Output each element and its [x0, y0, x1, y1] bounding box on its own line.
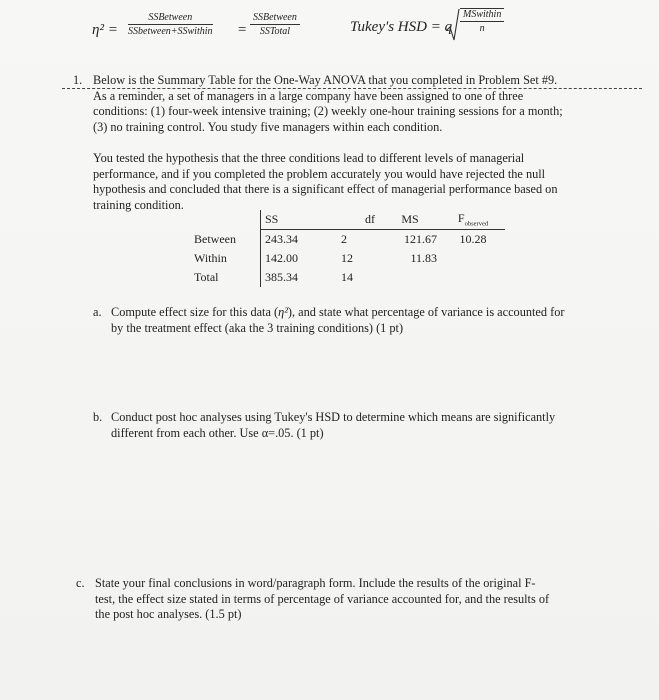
tukey-hsd-label: Tukey's HSD = q — [350, 19, 453, 35]
hypothesis-paragraph — [93, 151, 557, 213]
eta-fraction-2 — [250, 12, 300, 37]
eta-fraction-1-denominator: SSbetween+SSwithin — [128, 26, 213, 37]
intro-line: (3) no training control. You study five managers within each condition. — [93, 119, 443, 134]
row-f: 10.28 — [459, 232, 487, 246]
row-f — [441, 249, 505, 268]
intro-line: As a reminder, a set of managers in a large company have been assigned to one of three — [93, 88, 524, 103]
part-c-line2: test, the effect size stated in terms of percentage of variance accounted for, and the results of — [95, 591, 550, 606]
row-ss: 243.34 — [261, 230, 332, 250]
part-b-letter: b. — [93, 410, 103, 424]
part-b-line1: Conduct post hoc analyses using Tukey's HSD to determine which means are significantly — [111, 410, 556, 424]
row-df: 2 — [341, 232, 347, 246]
part-c-line1: State your final conclusions in word/paragraph form. Include the results of the original F- — [95, 576, 536, 590]
tukey-fraction — [460, 8, 504, 34]
part-a-line1-pre: Compute effect size for this data ( — [111, 305, 279, 319]
anova-summary-table — [190, 210, 505, 287]
part-c-letter: c. — [76, 576, 85, 590]
question-intro — [93, 73, 563, 135]
header-df: df — [331, 210, 379, 230]
part-c-text — [95, 576, 549, 623]
row-ms: 121.67 — [404, 232, 437, 246]
tukey-fraction-numerator: MSwithin — [460, 9, 504, 22]
eta-fraction-2-denominator: SSTotal — [259, 26, 291, 37]
hyp-line: training condition. — [93, 197, 184, 212]
header-f-subscript: observed — [464, 220, 489, 228]
row-ss: 385.34 — [261, 268, 332, 287]
row-ms: 11.83 — [410, 251, 437, 265]
table-row — [190, 230, 505, 250]
intro-line: Below is the Summary Table for the One-Way ANOVA that you completed in Problem Set #9. — [93, 73, 558, 87]
part-a-line1 — [111, 305, 564, 321]
row-label: Within — [194, 251, 227, 265]
question-number: 1. — [73, 73, 83, 87]
part-a-letter: a. — [93, 305, 102, 319]
header-blank — [190, 210, 261, 230]
table-header-row — [190, 210, 505, 230]
header-ms: MS — [379, 210, 441, 230]
header-f-letter: F — [457, 211, 465, 226]
table-row — [190, 249, 505, 268]
row-label: Total — [194, 270, 219, 284]
row-df: 12 — [341, 251, 353, 265]
part-b-line2: different from each other. Use α=.05. (1 pt) — [111, 425, 324, 440]
part-b-text — [111, 410, 555, 441]
row-ss: 142.00 — [261, 249, 332, 268]
eta-squared-label: η² = — [92, 22, 118, 38]
hyp-line: performance, and if you completed the problem accurately you would have rejected the null — [93, 166, 546, 181]
row-ms — [379, 268, 441, 287]
part-c-line3: the post hoc analyses. (1.5 pt) — [95, 607, 242, 622]
tukey-fraction-denominator: n — [479, 23, 485, 34]
row-df: 14 — [341, 270, 353, 284]
intro-line: conditions: (1) four-week intensive training; (2) weekly one-hour training sessions for a month; — [93, 104, 563, 119]
header-ss: SS — [261, 210, 332, 230]
square-root-icon — [446, 8, 460, 42]
header-f — [441, 210, 505, 230]
hyp-line: You tested the hypothesis that the three conditions lead to different levels of managerial — [93, 151, 525, 165]
eta-fraction-1-numerator: SSBetween — [128, 12, 213, 25]
table-row — [190, 268, 505, 287]
row-f — [441, 268, 505, 287]
eta-equals-sign: = — [237, 22, 248, 38]
eta-fraction-1 — [128, 12, 213, 37]
row-label: Between — [194, 231, 236, 246]
eta-fraction-2-numerator: SSBetween — [250, 12, 300, 25]
part-a-line2: by the treatment effect (aka the 3 training conditions) (1 pt) — [111, 320, 404, 335]
hyp-line: hypothesis and concluded that there is a significant effect of managerial performance based on — [93, 182, 558, 197]
part-a-text — [111, 305, 564, 336]
part-a-line1-post: ), and state what percentage of variance is accounted for — [287, 305, 565, 319]
eta-squared-symbol: η² — [278, 305, 288, 319]
